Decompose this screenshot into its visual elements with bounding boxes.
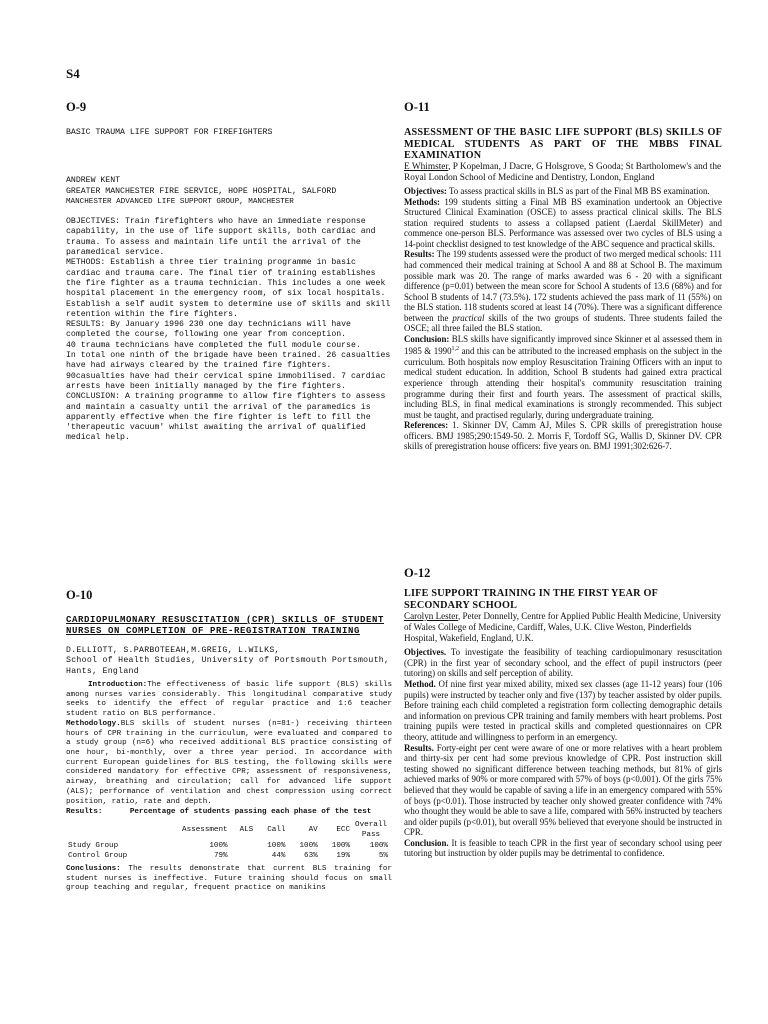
table-cell: 100% — [369, 841, 388, 850]
presenting-author: Carolyn Lester — [404, 611, 458, 622]
section-text: The 199 students assessed were the product of two merged medical schools: 111 had commenced their medical training at School A and 88 at School B. The maximum possible mark was 20. The range of marks awarded was 6 - 20 with a significant difference (p=0.01) between the mean score for School A students of 13.6 (68%) and for School B students of 14.7 (73.5%). 172 students achieved the pass mark of 11 (55%) on the BLS station. 118 students scored at least 14 (70%). There was a significant difference between the — [404, 249, 722, 323]
section-label: Methods: — [404, 196, 440, 207]
table-header: Overall Pass — [355, 820, 387, 840]
section-text: and this can be attributed to the increased emphasis on the subject in the curriculum. Both hospitals now employ Resuscitation Training Officers with an input to medical student education. In addition, School B students had gained extra practical experience through attending their hospital's community resuscitation training programme during their first and fourth years. The assessment of practical skills, including BLS, in final medical examinations is strongly recommended. This subject must be taught, and practised regularly, during undergraduate training. — [404, 346, 722, 420]
table-row — [66, 841, 390, 852]
abstract-title: BASIC TRAUMA LIFE SUPPORT FOR FIREFIGHTERS — [66, 128, 273, 137]
body-paragraph: CONCLUSION: A training programme to allow fire fighters to assess and maintain a casualty until the arrival of the paramedics is apparently effective when the fire fighter is left to fill the 'therapeutic vacuum' whilst awaiting the arrival of qualified medical help. — [66, 392, 386, 443]
body-paragraph — [404, 679, 722, 743]
author-line — [404, 611, 722, 644]
section-label: Method. — [404, 678, 436, 689]
table-cell: 5% — [378, 852, 388, 861]
body-paragraph — [404, 743, 722, 838]
table-row — [66, 851, 390, 862]
body-paragraph — [66, 681, 392, 720]
section-label: Methodology. — [66, 719, 121, 728]
abstract-body — [66, 681, 392, 818]
table-header-row — [66, 820, 390, 841]
body-paragraph — [66, 865, 392, 894]
results-heading — [66, 808, 392, 818]
abstract-o12 — [404, 566, 722, 859]
body-paragraph — [404, 838, 722, 859]
section-label: References: — [404, 420, 449, 431]
affiliation-line: School of Health Studies, University of Portsmouth Portsmouth, Hants, England — [66, 656, 390, 676]
reference-superscript: 1,2 — [451, 346, 460, 353]
body-paragraph: OBJECTIVES: Train firefighters who have an immediate response capability, in the use of life support skills, both cardiac and trauma. To assess and maintain life until the arrival of the paramedical service. — [66, 217, 376, 258]
section-text: BLS skills of student nurses (n=81-) receiving thirteen hours of CPR training in the curriculum, were evaluated and compared to a study group (n=6) who received additional BLS practice consisting of one hour, bi-monthly, over a three year period. In accordance with current European guidelines for BLS testing, the following skills were considered mandatory for effective CPR; assessment of responsiveness, airway, breathing and circulation; call for advanced life support (ALS); performance of ventilation and chest compression using correct position, ratio, rate and depth. — [66, 719, 392, 806]
body-paragraph: 40 trauma technicians have completed the full module course. — [66, 340, 361, 350]
affiliation-line: GREATER MANCHESTER FIRE SERVICE, HOPE HOSPITAL, SALFORD — [66, 186, 337, 196]
abstract-o9 — [66, 100, 392, 444]
table-cell: 44% — [271, 852, 286, 861]
table-cell: 100% — [331, 841, 350, 850]
table-cell: Study Group — [68, 841, 119, 850]
author-line: ANDREW KENT — [66, 176, 121, 186]
table-cell: 79% — [213, 852, 228, 861]
presenting-author: E Whimster — [404, 161, 449, 172]
section-label: Conclusion: — [404, 333, 450, 344]
body-paragraph — [404, 647, 722, 679]
body-paragraph: Establish a self audit system to determine use of skills and skill retention within the fire fighters. — [66, 299, 391, 319]
table-header: Assessment — [182, 826, 228, 835]
abstract-o11 — [404, 100, 722, 452]
abstract-title: LIFE SUPPORT TRAINING IN THE FIRST YEAR OF SECONDARY SCHOOL — [404, 588, 658, 611]
table-cell: 100% — [267, 841, 286, 850]
author-line: D.ELLIOTT, S.PARBOTEEAH,M.GREIG, L.WILKS, — [66, 646, 280, 656]
results-table — [66, 820, 390, 862]
italic-word: practical — [452, 312, 485, 323]
section-label: Conclusions: — [66, 864, 121, 873]
section-text: 1. Skinner DV, Camm AJ, Miles S. CPR skills of preregistration house officers. BMJ 1985;290:1549-50. 2. Morris F, Tordoff SG, Wallis D, Skinner DV. CPR skills of preregistration house officers: five years on. BMJ 1991;302:626-7. — [404, 420, 722, 452]
table-cell: 100% — [209, 841, 228, 850]
abstract-title: CARDIOPULMONARY RESUSCITATION (CPR) SKILLS OF STUDENT NURSES ON COMPLETION OF PRE-REGISTRATION TRAINING — [66, 615, 385, 636]
section-label: Introduction: — [88, 681, 148, 690]
body-paragraph — [404, 334, 722, 420]
author-rest: , Peter Donnelly, Centre for Applied Public Health Medicine, University of Wales College of Medicine, Cardiff, Wales, U.K. Clive Weston, Pinderfields Hospital, Wakefield, England, U.K. — [404, 611, 722, 644]
section-text: 199 students sitting a Final MB BS examination undertook an Objective Structured Clinical Examination (OSCE) to assess practical clinical skills. The BLS station required students to assess a collapsed patient (Laerdal SkillMeter) and commence one-person BLS. Performance was assessed over two cycles of BLS using a 14-point checklist designed to test knowledge of the ABC sequence and practical skills. — [404, 196, 722, 249]
affiliation-line: MANCHESTER ADVANCED LIFE SUPPORT GROUP, MANCHESTER — [66, 197, 294, 206]
section-label: Conclusion. — [404, 837, 449, 848]
section-text: skills of the two groups of students. Three students failed the OSCE; all three failed the BLS station. — [404, 312, 722, 334]
section-label: Objectives: — [404, 186, 447, 197]
section-text: Forty-eight per cent were aware of one or more relatives with a heart problem and thirty-six per cent had some previous knowledge of CPR. Post instruction skill testing showed no significant difference between teaching methods, but 81% of girls achieved marks of 90% or more compared with 57% of boys (p<0.001). Of the girls 75% believed that they would be capable of saving a life in an emergency compared with 55% of boys (p<0.01). Those instructed by teacher only showed greater confidence with 74% who thought they would be able to save a life, compared with 56% instructed by teachers and older pupils (p<0.01), but overall 95% believed that everyone should be instructed in CPR. — [404, 742, 722, 838]
section-label: Objectives. — [404, 647, 447, 658]
table-cell: 63% — [304, 852, 318, 861]
table-header: ECC — [336, 826, 350, 835]
body-paragraph: RESULTS: By January 1996 230 one day technicians will have completed the course, following one year from conception. — [66, 320, 351, 340]
body-paragraph — [66, 720, 392, 807]
body-paragraph — [404, 186, 722, 197]
abstract-body — [404, 647, 722, 859]
body-paragraph: METHODS: Establish a three tier training programme in basic cardiac and trauma care. The final tier of training establishes the fire fighter as a trauma technician. This includes a one week hospital placement in the emergency room, of six local hospitals. — [66, 258, 386, 299]
abstract-code: O-10 — [66, 588, 93, 602]
table-header: AV — [308, 826, 318, 835]
abstract-conclusions — [66, 865, 392, 894]
body-paragraph — [404, 249, 722, 333]
abstract-body — [404, 186, 722, 452]
body-paragraph — [404, 420, 722, 452]
author-line — [404, 162, 722, 184]
section-label: Results: — [66, 808, 103, 817]
section-text: BLS skills have significantly improved since Skinner et al assessed them in 1985 & 1990 — [404, 333, 722, 357]
author-rest: , P Kopelman, J Dacre, G Holsgrove, S Gooda; St Bartholomew's and the Royal London School of Medicine and Dentistry, London, England — [404, 161, 722, 183]
table-cell: 19% — [336, 852, 350, 861]
table-header: Call — [267, 826, 286, 835]
table-header: ALS — [239, 826, 254, 835]
table-caption: Percentage of students passing each phase of the test — [129, 808, 372, 817]
section-text: Of nine first year mixed ability, mixed sex classes (age 11-12 years) four (106 pupils) were instructed by teacher only and five (137) by teacher assisted by older pupils. Before training each child completed a registration form collecting demographic details and information on previous CPR training and family members with heart problems. Post training pupils were tested in practical skills and completed questionnaires on CPR theory, attitude and willingness to perform in an emergency. — [404, 678, 722, 742]
body-paragraph — [404, 197, 722, 250]
abstract-code: O-12 — [404, 566, 431, 580]
table-cell: Control Group — [68, 852, 128, 861]
page-number: S4 — [66, 66, 80, 81]
section-label: Results. — [404, 742, 434, 753]
abstract-title: ASSESSMENT OF THE BASIC LIFE SUPPORT (BLS) SKILLS OF MEDICAL STUDENTS AS PART OF THE MBBS FINAL EXAMINATION — [404, 127, 722, 162]
abstract-o10 — [66, 588, 392, 894]
section-text: It is feasible to teach CPR in the first year of secondary school using peer tutoring but instruction by older pupils may be detrimental to confidence. — [404, 837, 722, 859]
table-cell: 100% — [299, 841, 318, 850]
body-paragraph: In total one ninth of the brigade have been trained. 26 casualties have had airways cleared by the trained fire fighters. 90casualties have had their cervical spine immobilised. 7 cardiac arrests have been initially managed by the fire fighters. — [66, 351, 391, 391]
abstract-body — [66, 217, 392, 444]
section-label: Results: — [404, 249, 435, 260]
section-text: The effectiveness of basic life support (BLS) skills among nurses varies considerably. This longitudinal comparative study seeks to identify the effect of regular practice and 1:6 teacher student ratio on BLS performance. — [66, 681, 392, 719]
section-text: The results demonstrate that current BLS training for student nurses is ineffective. Future training should focus on small group teaching and regular, frequent practice on manikins — [66, 864, 392, 893]
section-text: To investigate the feasibility of teaching cardiopulmonary resuscitation (CPR) in the first year of secondary school, and the effect of pupil instructors (peer tutoring) on skills and self perception of ability. — [404, 647, 722, 679]
abstract-code: O-11 — [404, 100, 430, 114]
abstract-code: O-9 — [66, 100, 87, 114]
section-text: To assess practical skills in BLS as part of the Final MB BS examination. — [446, 186, 710, 197]
